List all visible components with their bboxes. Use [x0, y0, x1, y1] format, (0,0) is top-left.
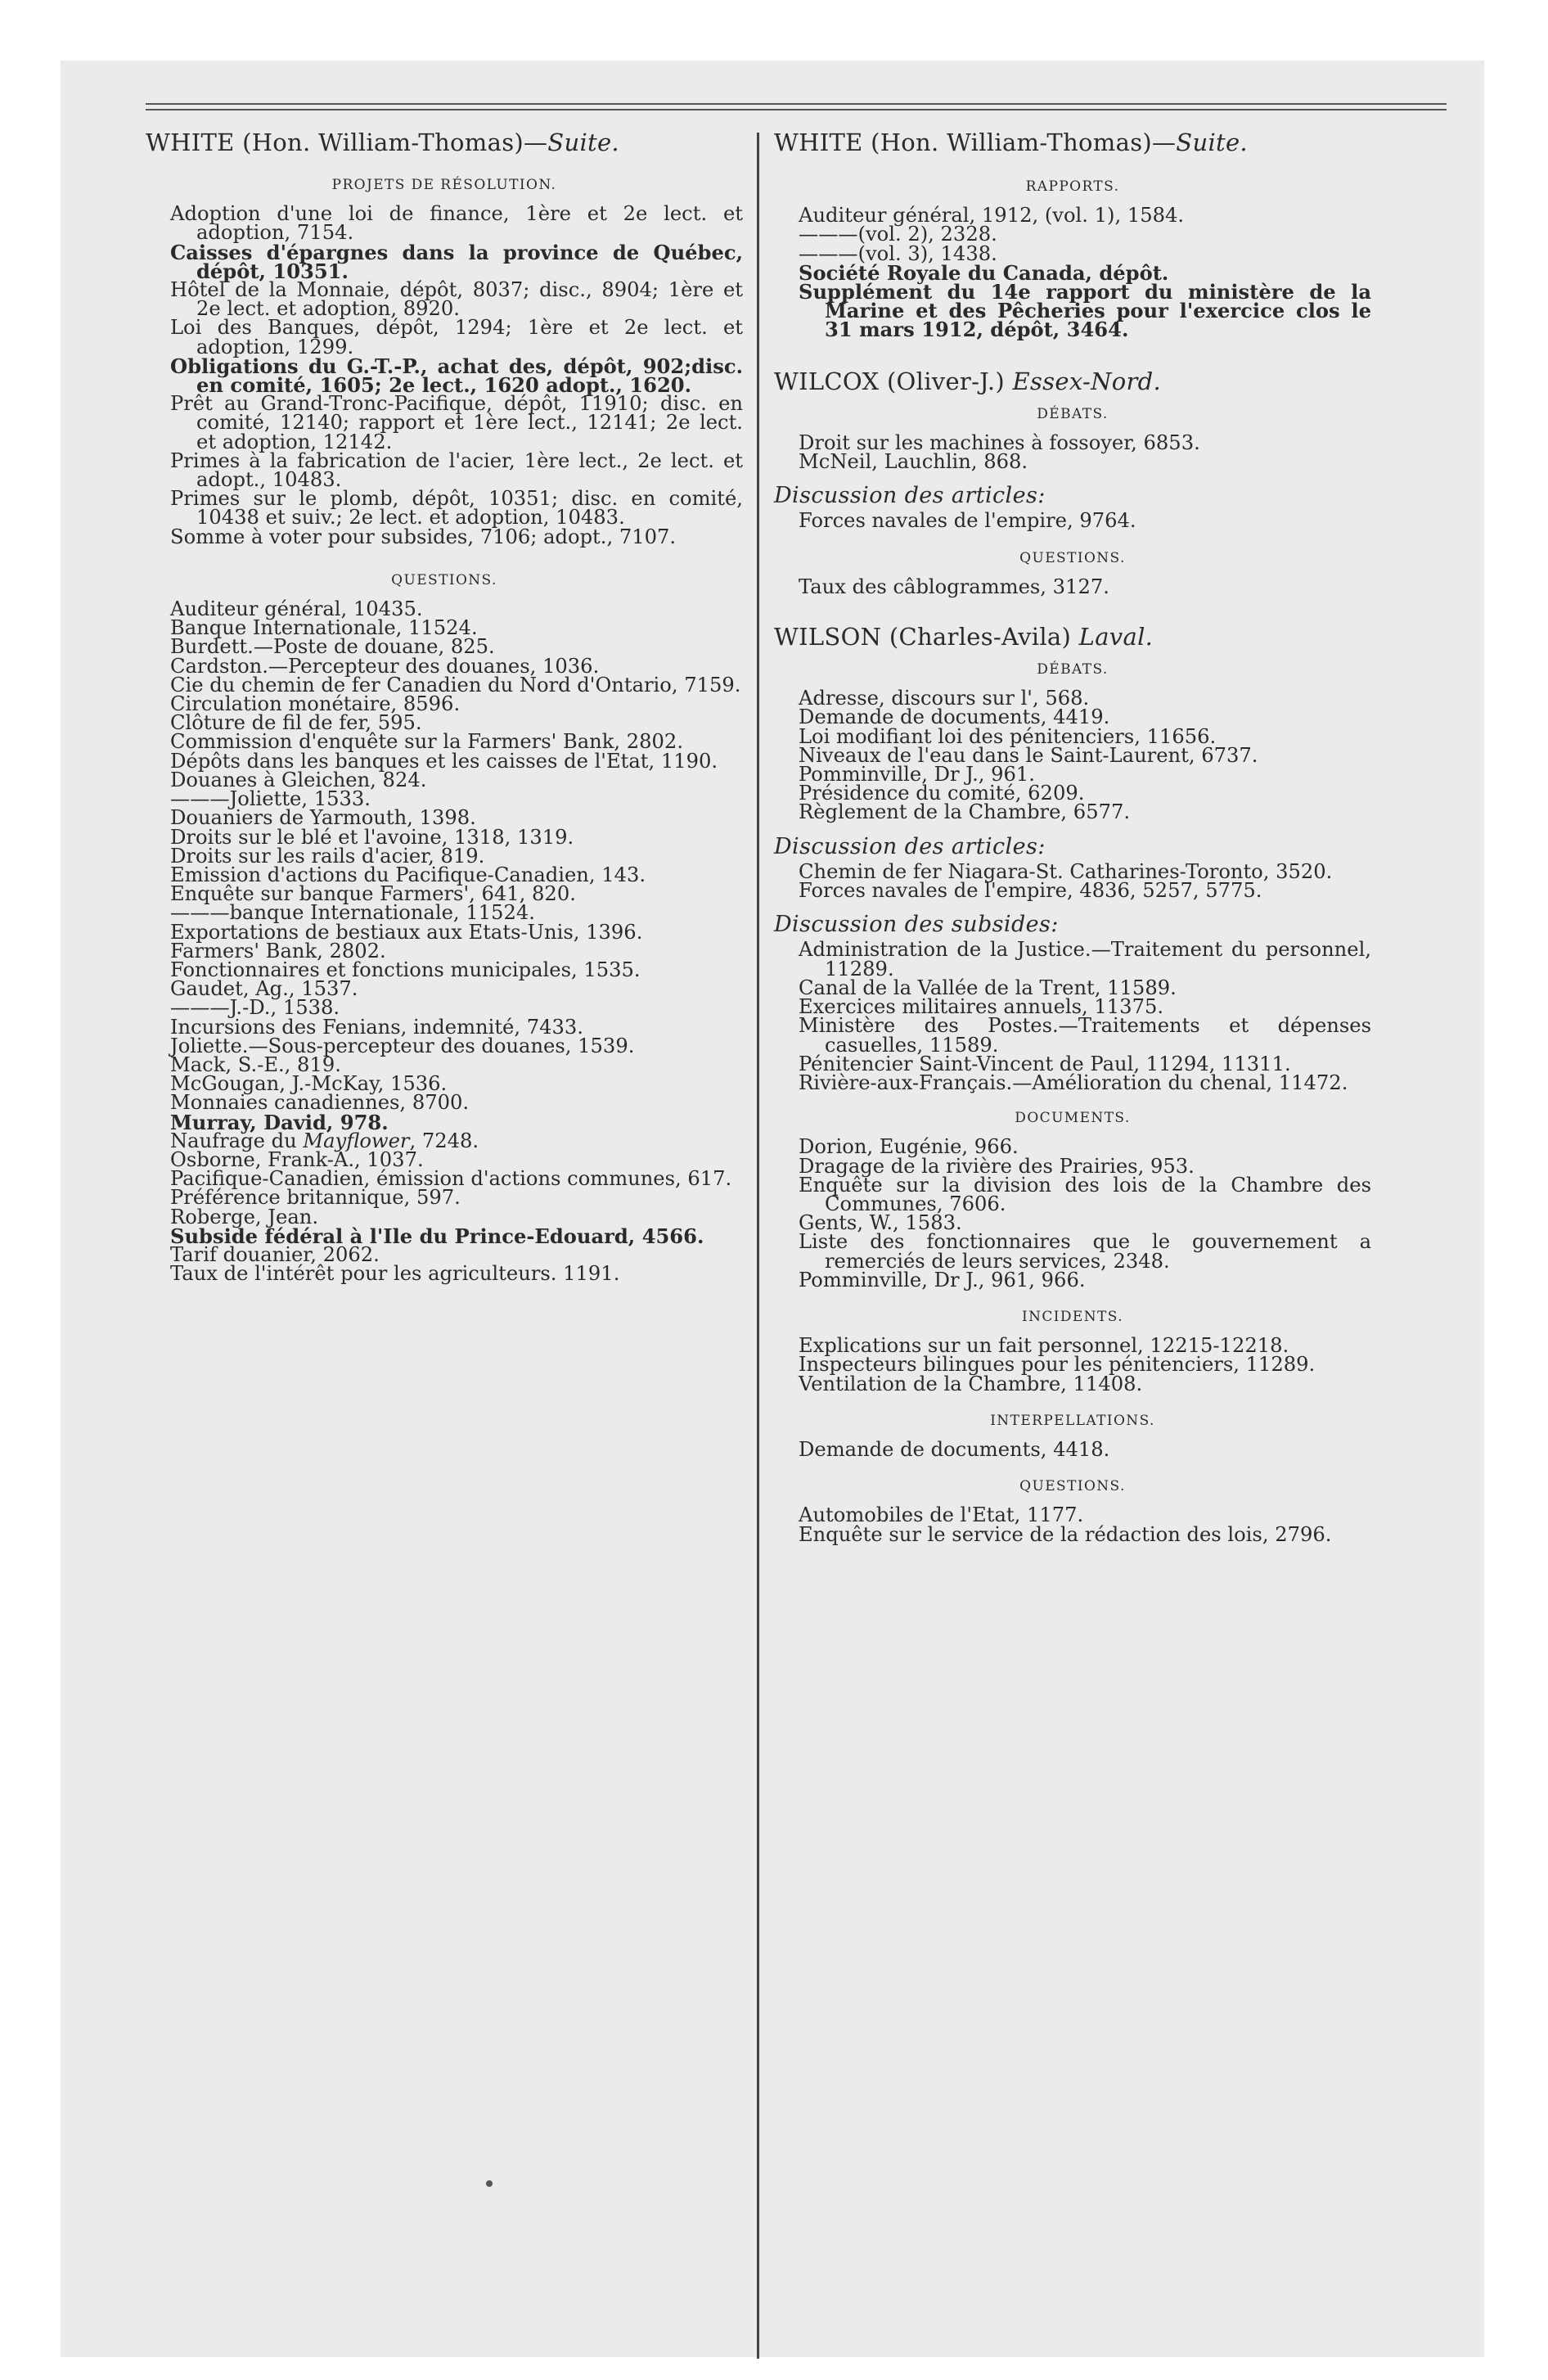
- list-item: Adresse, discours sur l', 568.: [799, 687, 1090, 710]
- right-running-head: [774, 130, 1371, 155]
- section-title-questions: QUESTIONS.: [1019, 1478, 1126, 1495]
- head-name: WHITE: [146, 128, 235, 156]
- list-item: Taux de l'intérêt pour les agriculteurs. 1191.: [170, 1262, 620, 1286]
- list-item: Loi des Banques, dépôt, 1294; 1ère et 2e lect. et adoption, 1299.: [170, 316, 743, 358]
- list-item: Auditeur général, 10435.: [170, 597, 423, 621]
- top-rule-double: [146, 109, 1447, 110]
- head-rest: (Hon. William-Thomas)—: [234, 128, 548, 156]
- section-title-documents: DOCUMENTS.: [1015, 1110, 1131, 1127]
- list-item: Caisses d'épargnes dans la province de Québec, dépôt, 10351.: [170, 240, 743, 283]
- list-item: Canal de la Vallée de la Trent, 11589.: [799, 976, 1177, 999]
- list-item: Enquête sur le service de la rédaction des lois, 2796.: [799, 1522, 1332, 1546]
- list-item: ———J.-D., 1538.: [170, 996, 340, 1020]
- list-item: Droits sur les rails d'acier, 819.: [170, 844, 485, 868]
- ship-name: Mayflower: [303, 1129, 410, 1152]
- section-title-debats: DÉBATS.: [1037, 661, 1109, 678]
- list-item: Cie du chemin de fer Canadien du Nord d'Ontario, 7159.: [170, 673, 741, 696]
- list-item: Mack, S.-E., 819.: [170, 1053, 341, 1076]
- list-item: Inspecteurs bilingues pour les pénitenciers, 11289.: [799, 1353, 1316, 1377]
- list-item: Primes à la fabrication de l'acier, 1ère lect., 2e lect. et adopt., 10483.: [170, 449, 743, 492]
- list-item: Pénitencier Saint-Vincent de Paul, 11294, 11311.: [799, 1052, 1291, 1075]
- list-item: Enquête sur banque Farmers', 641, 820.: [170, 882, 576, 906]
- list-item: McNeil, Lauchlin, 868.: [799, 450, 1028, 474]
- section-title-discussion: Discussion des articles:: [774, 483, 1046, 509]
- section-title-subsides: Discussion des subsides:: [774, 912, 1059, 938]
- section-title-questions: QUESTIONS.: [1019, 549, 1126, 566]
- page-sheet: [61, 61, 1484, 2357]
- list-item: Joliette.—Sous-percepteur des douanes, 1539.: [170, 1034, 635, 1057]
- list-item: Dorion, Eugénie, 966.: [799, 1135, 1019, 1159]
- list-item: Société Royale du Canada, dépôt.: [799, 260, 1169, 285]
- list-item: Liste des fonctionnaires que le gouvernement a remerciés de leurs services, 2348.: [799, 1230, 1371, 1273]
- list-item: Pomminville, Dr J., 961, 966.: [799, 1268, 1086, 1291]
- list-item: Clôture de fil de fer, 595.: [170, 711, 422, 735]
- list-item: Cardston.—Percepteur des douanes, 1036.: [170, 654, 600, 678]
- wilson-riding: Laval.: [1078, 623, 1154, 651]
- list-item: Droit sur les machines à fossoyer, 6853.: [799, 430, 1200, 454]
- list-item: Présidence du comité, 6209.: [799, 782, 1085, 805]
- list-item: Gents, W., 1583.: [799, 1211, 962, 1235]
- list-item: Farmers' Bank, 2802.: [170, 939, 386, 962]
- list-item: Niveaux de l'eau dans le Saint-Laurent, 6737.: [799, 743, 1258, 767]
- list-item: Droits sur le blé et l'avoine, 1318, 1319.: [170, 825, 574, 849]
- list-item: Hôtel de la Monnaie, dépôt, 8037; disc., 8904; 1ère et 2e lect. et adoption, 8920.: [170, 278, 743, 321]
- list-item: Pacifique-Canadien, émission d'actions communes, 617.: [170, 1167, 732, 1191]
- list-item: Roberge, Jean.: [170, 1205, 319, 1228]
- list-item: Demande de documents, 4419.: [799, 705, 1110, 729]
- wilcox-head: [774, 369, 1371, 394]
- section-title-projets: PROJETS DE RÉSOLUTION.: [331, 177, 557, 193]
- ink-dot: [486, 2180, 493, 2187]
- list-item: McGougan, J.-McKay, 1536.: [170, 1072, 448, 1096]
- list-item: Forces navales de l'empire, 4836, 5257, 5775.: [799, 879, 1262, 903]
- list-item: Gaudet, Ag., 1537.: [170, 977, 358, 1001]
- list-item: Pomminville, Dr J., 961.: [799, 763, 1035, 787]
- list-projets: [146, 202, 743, 548]
- section-title-incidents: INCIDENTS.: [1021, 1308, 1123, 1325]
- list-item: Taux des câblogrammes, 3127.: [799, 575, 1109, 598]
- list-item: Supplément du 14e rapport du ministère de la Marine et des Pêcheries pour l'exercice clos le 31 mars 1912, dépôt, 3464.: [799, 280, 1371, 342]
- wilson-name: WILSON (Charles-Avila): [774, 623, 1072, 651]
- list-item: Automobiles de l'Etat, 1177.: [799, 1503, 1084, 1527]
- list-item: Obligations du G.-T.-P., achat des, dépôt, 902;disc. en comité, 1605; 2e lect., 1620 adopt., 1620.: [170, 354, 743, 398]
- wilcox-riding: Essex-Nord.: [1012, 367, 1162, 395]
- section-title-interpellations: INTERPELLATIONS.: [990, 1412, 1155, 1429]
- list-item: Administration de la Justice.—Traitement du personnel, 11289.: [799, 938, 1371, 980]
- wilcox-name: WILCOX (Oliver-J.): [774, 367, 1005, 395]
- list-item: Emission d'actions du Pacifique-Canadien, 143.: [170, 863, 646, 886]
- list-item: Monnaies canadiennes, 8700.: [170, 1091, 470, 1115]
- list-item: Burdett.—Poste de douane, 825.: [170, 635, 495, 659]
- list-item: Circulation monétaire, 8596.: [170, 692, 461, 716]
- list-item: Règlement de la Chambre, 6577.: [799, 800, 1131, 824]
- list-item: Prêt au Grand-Tronc-Pacifique, dépôt, 11910; disc. en comité, 12140; rapport et 1ère lect., 12141; 2e lect. et adoption, 12142.: [170, 392, 743, 453]
- head-suite: Suite.: [1176, 128, 1248, 156]
- list-item: Murray, David, 978.: [170, 1110, 389, 1134]
- list-item: Tarif douanier, 2062.: [170, 1242, 380, 1266]
- list-item: ———(vol. 3), 1438.: [799, 241, 997, 265]
- list-item: Demande de documents, 4418.: [799, 1437, 1110, 1461]
- list-item: Banque Internationale, 11524.: [170, 616, 478, 640]
- list-item: Douanes à Gleichen, 824.: [170, 768, 427, 791]
- list-item: Loi modifiant loi des pénitenciers, 11656.: [799, 724, 1217, 748]
- list-item: Enquête sur la division des lois de la Chambre des Communes, 7606.: [799, 1173, 1371, 1215]
- wilson-head: [774, 624, 1371, 649]
- list-questions: [146, 597, 743, 1286]
- list-item: ———banque Internationale, 11524.: [170, 901, 535, 925]
- list-item: Fonctionnaires et fonctions municipales, 1535.: [170, 958, 641, 981]
- list-item: ———(vol. 2), 2328.: [799, 223, 997, 246]
- section-title-questions: QUESTIONS.: [391, 571, 497, 588]
- list-item: Douaniers de Yarmouth, 1398.: [170, 806, 476, 830]
- head-rest: (Hon. William-Thomas)—: [862, 128, 1177, 156]
- right-column: [774, 130, 1371, 1544]
- left-running-head: [146, 130, 743, 155]
- section-title-discussion: Discussion des articles:: [774, 833, 1046, 859]
- list-item: Auditeur général, 1912, (vol. 1), 1584.: [799, 204, 1185, 228]
- list-item: Forces navales de l'empire, 9764.: [799, 509, 1136, 533]
- list-item: Chemin de fer Niagara-St. Catharines-Toronto, 3520.: [799, 859, 1333, 883]
- list-item: Explications sur un fait personnel, 12215-12218.: [799, 1334, 1289, 1358]
- left-column: [146, 128, 743, 1286]
- list-item: Commission d'enquête sur la Farmers' Bank, 2802.: [170, 730, 684, 754]
- head-name: WHITE: [774, 128, 863, 156]
- head-suite: Suite.: [547, 128, 619, 156]
- list-item: ———Joliette, 1533.: [170, 787, 371, 811]
- list-item: Subside fédéral à l'Ile du Prince-Edouard, 4566.: [170, 1224, 704, 1248]
- column-divider: [757, 133, 759, 2359]
- list-item: Exercices militaires annuels, 11375.: [799, 995, 1164, 1019]
- list-item: Primes sur le plomb, dépôt, 10351; disc. en comité, 10438 et suiv.; 2e lect. et adoption, 10483.: [170, 487, 743, 530]
- list-item: Adoption d'une loi de finance, 1ère et 2e lect. et adoption, 7154.: [170, 202, 743, 245]
- list-item: Exportations de bestiaux aux Etats-Unis, 1396.: [170, 920, 643, 944]
- top-rule: [146, 103, 1447, 105]
- list-item: Ministère des Postes.—Traitements et dépenses casuelles, 11589.: [799, 1014, 1371, 1057]
- list-item: Dragage de la rivière des Prairies, 953.: [799, 1154, 1195, 1178]
- list-item: Préférence britannique, 597.: [170, 1186, 461, 1210]
- section-title-debats: DÉBATS.: [1037, 405, 1109, 422]
- list-item: Rivière-aux-Français.—Amélioration du chenal, 11472.: [799, 1071, 1348, 1094]
- list-item: Osborne, Frank-A., 1037.: [170, 1147, 424, 1171]
- list-item: Dépôts dans les banques et les caisses de l'Etat, 1190.: [170, 749, 718, 773]
- list-item: Somme à voter pour subsides, 7106; adopt., 7107.: [170, 525, 677, 548]
- section-title-rapports: RAPPORTS.: [1025, 178, 1120, 195]
- list-item: Naufrage du Mayflower, 7248.: [170, 1129, 479, 1152]
- list-item: Ventilation de la Chambre, 11408.: [799, 1372, 1143, 1395]
- list-item: Incursions des Fenians, indemnité, 7433.: [170, 1015, 583, 1039]
